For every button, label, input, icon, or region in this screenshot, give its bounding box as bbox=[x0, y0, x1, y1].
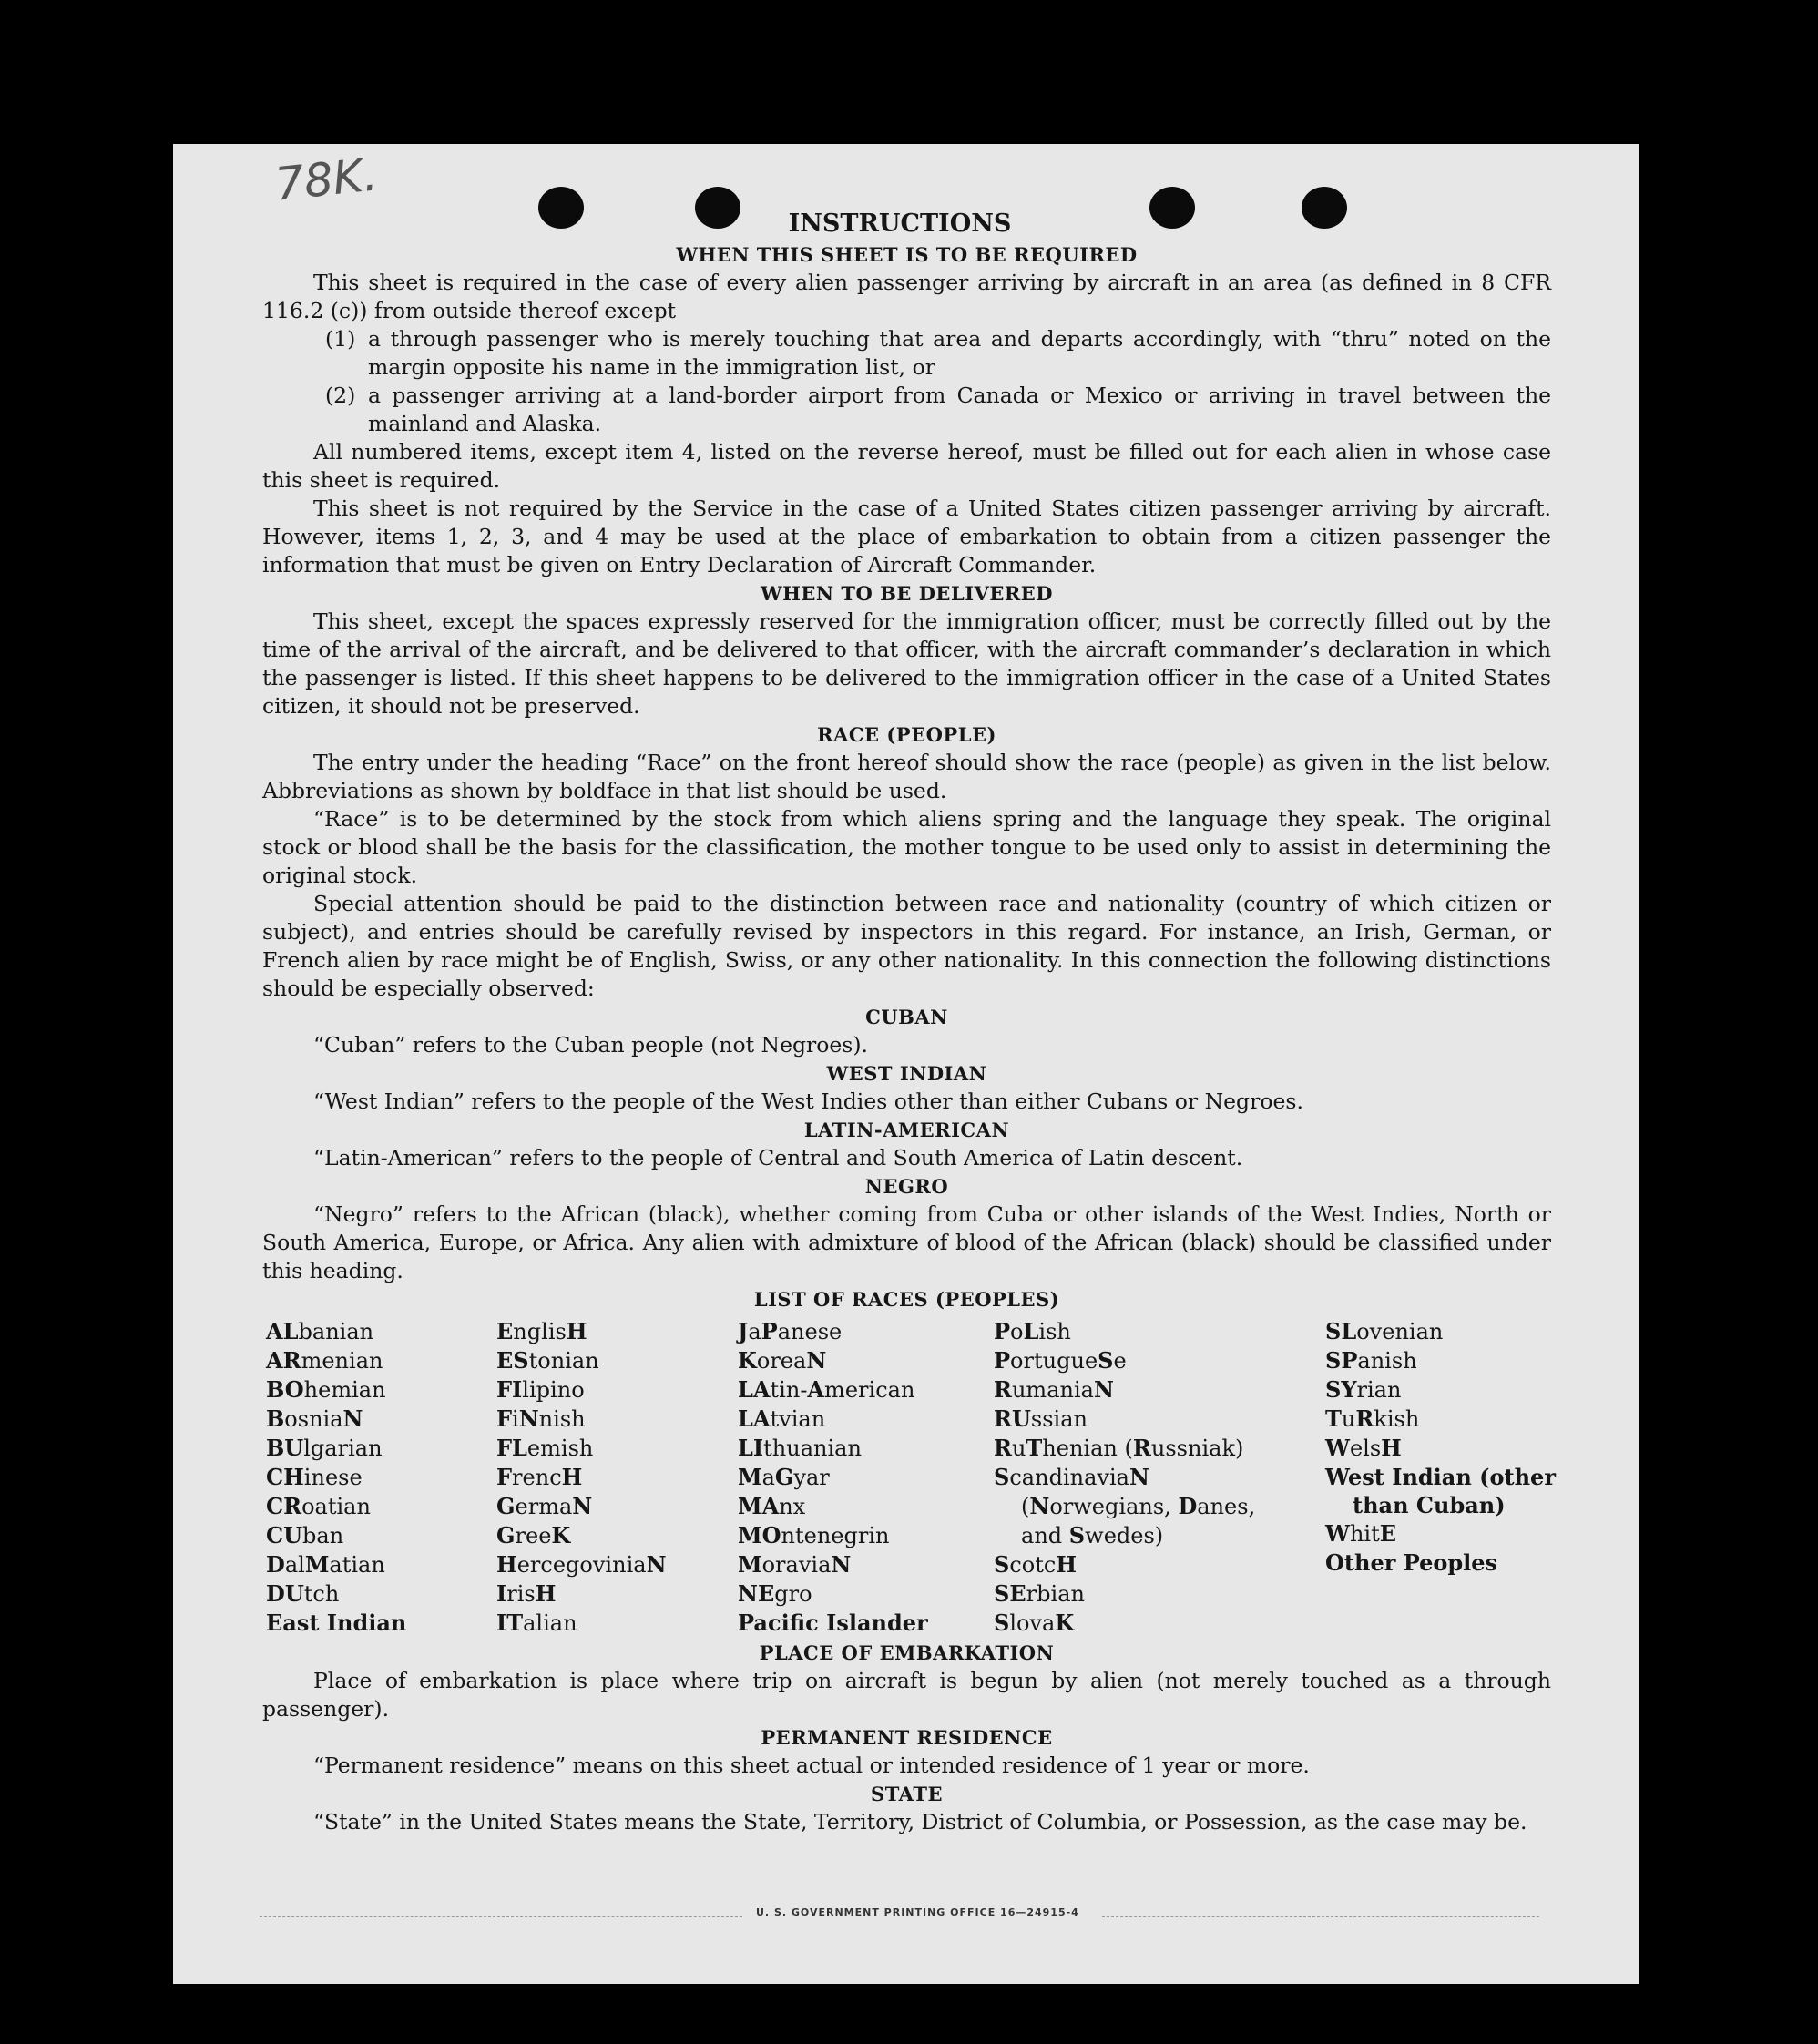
race-item: East Indian bbox=[266, 1610, 407, 1636]
race-item: LAtin-American bbox=[738, 1376, 915, 1403]
paragraph: This sheet is not required by the Service in the case of a United States citizen passenger arriving by aircraft. However, items 1, 2, 3, and 4 may be used at the place of embarkation to obtain from a citizen passenger the information that must be given on Entry Declaration of Aircraft Commander. bbox=[262, 496, 1551, 577]
race-item: NEgro bbox=[738, 1580, 812, 1607]
race-item: HercegoviniaN bbox=[496, 1551, 667, 1578]
race-item: Other Peoples bbox=[1325, 1549, 1498, 1576]
paragraph: “Cuban” refers to the Cuban people (not Negroes). bbox=[313, 1032, 869, 1058]
race-item: ScotcH bbox=[994, 1551, 1078, 1578]
section-heading: PLACE OF EMBARKATION bbox=[759, 1641, 1055, 1664]
race-item: SPanish bbox=[1325, 1347, 1417, 1374]
paragraph: The entry under the heading “Race” on the front hereof should show the race (people) as given in the list below. Abbreviations as shown by boldface in that list should be used. bbox=[262, 750, 1551, 803]
paragraph: “Latin-American” refers to the people of Central and South America of Latin descent. bbox=[313, 1145, 1243, 1170]
race-list bbox=[266, 1317, 1556, 1638]
race-item: IrisH bbox=[496, 1580, 557, 1607]
list-item bbox=[325, 382, 1551, 438]
race-item: ScandinaviaN (Norwegians, Danes, and Swedes) bbox=[994, 1464, 1256, 1548]
item-number: (1) bbox=[325, 326, 356, 352]
race-item: SLovenian bbox=[1325, 1318, 1444, 1344]
race-item: MAnx bbox=[738, 1493, 806, 1519]
race-item: PoLish bbox=[994, 1318, 1071, 1344]
race-item: West Indian (other than Cuban) bbox=[1325, 1464, 1556, 1518]
paragraph: Special attention should be paid to the distinction between race and nationality (country of which citizen or subject), and entries should be carefully revised by inspectors in this regard. For instance, an Irish, German, or French alien by race might be of English, Swiss, or any other nationality. In this connection the following distinctions should be especially observed: bbox=[262, 891, 1551, 1001]
race-column bbox=[496, 1317, 738, 1638]
race-item: JaPanese bbox=[738, 1318, 843, 1344]
race-item: RUssian bbox=[994, 1405, 1088, 1432]
race-item: BOhemian bbox=[266, 1376, 386, 1403]
item-number: (2) bbox=[325, 383, 356, 408]
race-item: GermaN bbox=[496, 1493, 593, 1519]
section-heading: CUBAN bbox=[865, 1006, 948, 1028]
paragraph: “Permanent residence” means on this sheet actual or intended residence of 1 year or more. bbox=[313, 1753, 1310, 1778]
item-text: a through passenger who is merely touching that area and departs accordingly, with “thru” noted on the margin opposite his name in the immigration list, or bbox=[368, 326, 1551, 380]
race-item: BosniaN bbox=[266, 1405, 363, 1432]
race-item: MoraviaN bbox=[738, 1551, 852, 1578]
paragraph: “Negro” refers to the African (black), whether coming from Cuba or other islands of the West Indies, North or South America, Europe, or Africa. Any alien with admixture of blood of the African (black) should be classified under this heading. bbox=[262, 1201, 1551, 1283]
section-heading: WEST INDIAN bbox=[826, 1062, 987, 1085]
paragraph: “Race” is to be determined by the stock from which aliens spring and the language they speak. The original stock or blood shall be the basis for the classification, the mother tongue to be used only to assist in determining the original stock. bbox=[262, 806, 1551, 888]
race-item: FiNnish bbox=[496, 1405, 586, 1432]
section-heading: WHEN TO BE DELIVERED bbox=[760, 582, 1053, 605]
race-item: FrencH bbox=[496, 1464, 583, 1490]
paragraph: Place of embarkation is place where trip on aircraft is begun by alien (not merely touched as a through passenger). bbox=[262, 1668, 1551, 1722]
race-item: EStonian bbox=[496, 1347, 599, 1374]
section-heading: NEGRO bbox=[864, 1175, 949, 1198]
handwritten-note: 78K. bbox=[272, 148, 381, 211]
race-item: RumaniaN bbox=[994, 1376, 1114, 1403]
race-item: Pacific Islander bbox=[738, 1610, 928, 1636]
race-item: BUlgarian bbox=[266, 1435, 383, 1461]
race-item: LIthuanian bbox=[738, 1435, 862, 1461]
race-item: FIlipino bbox=[496, 1376, 585, 1403]
race-item: DUtch bbox=[266, 1580, 340, 1607]
race-item: WhitE bbox=[1325, 1520, 1397, 1547]
race-item: FLemish bbox=[496, 1435, 594, 1461]
printer-imprint: U. S. GOVERNMENT PRINTING OFFICE 16—24915-4 bbox=[756, 1906, 1079, 1918]
paragraph: All numbered items, except item 4, listed on the reverse hereof, must be filled out for each alien in whose case this sheet is required. bbox=[262, 439, 1551, 493]
race-item: SYrian bbox=[1325, 1376, 1402, 1403]
race-item: GreeK bbox=[496, 1522, 571, 1548]
race-item: LAtvian bbox=[738, 1405, 826, 1432]
race-column bbox=[994, 1317, 1325, 1638]
race-item: KoreaN bbox=[738, 1347, 827, 1374]
race-item: MaGyar bbox=[738, 1464, 830, 1490]
section-heading: STATE bbox=[871, 1783, 943, 1805]
section-heading: PERMANENT RESIDENCE bbox=[761, 1726, 1053, 1749]
race-column bbox=[1325, 1317, 1556, 1638]
paragraph: This sheet is required in the case of every alien passenger arriving by aircraft in an area (as defined in 8 CFR 116.2 (c)) from outside thereof except bbox=[262, 270, 1551, 323]
race-column bbox=[266, 1317, 496, 1638]
race-item: CHinese bbox=[266, 1464, 363, 1490]
list-item bbox=[325, 325, 1551, 382]
race-item: ITalian bbox=[496, 1610, 577, 1636]
race-item: RuThenian (Russniak) bbox=[994, 1435, 1244, 1461]
page-title: INSTRUCTIONS bbox=[788, 210, 1012, 238]
paragraph: “State” in the United States means the State, Territory, District of Columbia, or Possession, as the case may be. bbox=[313, 1809, 1527, 1834]
race-item: MOntenegrin bbox=[738, 1522, 890, 1548]
section-heading: WHEN THIS SHEET IS TO BE REQUIRED bbox=[676, 243, 1138, 266]
race-item: WelsH bbox=[1325, 1435, 1402, 1461]
section-heading: LATIN-AMERICAN bbox=[803, 1119, 1010, 1141]
divider bbox=[1102, 1916, 1539, 1917]
race-item: ARmenian bbox=[266, 1347, 383, 1374]
paragraph: This sheet, except the spaces expressly reserved for the immigration officer, must be correctly filled out by the time of the arrival of the aircraft, and be delivered to that officer, with the aircraft commander’s declaration in which the passenger is listed. If this sheet happens to be delivered to the immigration officer in the case of a United States citizen, it should not be preserved. bbox=[262, 608, 1551, 719]
divider bbox=[260, 1916, 742, 1917]
race-item: CRoatian bbox=[266, 1493, 371, 1519]
race-item: TuRkish bbox=[1325, 1405, 1420, 1432]
race-item: CUban bbox=[266, 1522, 344, 1548]
section-heading: RACE (PEOPLE) bbox=[817, 723, 996, 746]
race-item: SlovaK bbox=[994, 1610, 1075, 1636]
item-text: a passenger arriving at a land-border airport from Canada or Mexico or arriving in travel between the mainland and Alaska. bbox=[368, 383, 1551, 436]
race-column bbox=[738, 1317, 994, 1638]
race-item: ALbanian bbox=[266, 1318, 374, 1344]
race-item: SErbian bbox=[994, 1580, 1085, 1607]
paragraph: “West Indian” refers to the people of the West Indies other than either Cubans or Negroes. bbox=[313, 1088, 1303, 1114]
race-item: DalMatian bbox=[266, 1551, 385, 1578]
race-item: EnglisH bbox=[496, 1318, 587, 1344]
race-item: PortugueSe bbox=[994, 1347, 1127, 1374]
instructions-content bbox=[262, 208, 1556, 1836]
section-heading: LIST OF RACES (PEOPLES) bbox=[753, 1288, 1060, 1311]
